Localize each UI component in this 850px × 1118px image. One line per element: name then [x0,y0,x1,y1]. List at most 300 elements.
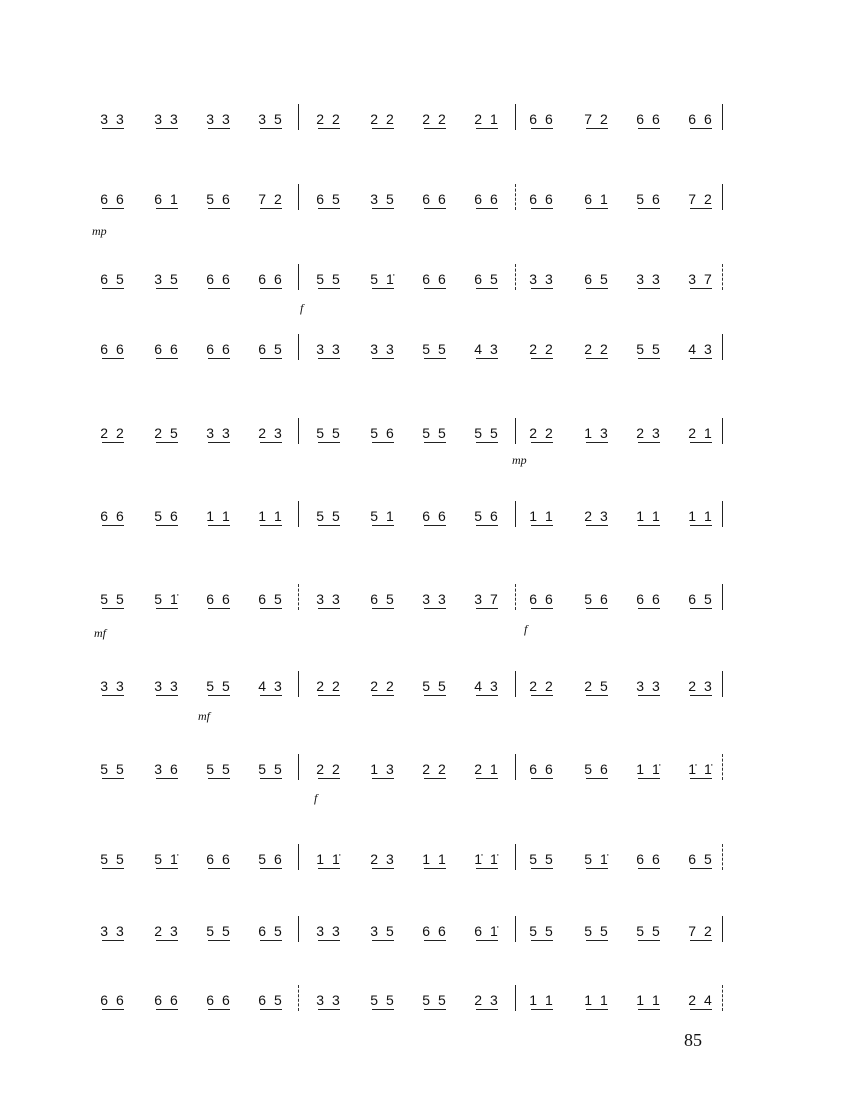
underline [372,525,394,526]
underline [372,868,394,869]
underline [208,288,230,289]
note-text: 5 1̇ [154,851,180,867]
barline [515,501,516,527]
note-group [96,590,130,608]
note-group [684,677,718,695]
underline [638,128,660,129]
note-group [684,270,718,288]
underline [102,288,124,289]
note-group [525,424,559,442]
note-group [580,760,614,778]
note-group [150,677,184,695]
barline [515,184,516,210]
score-row [0,507,850,547]
underline [260,608,282,609]
note-text: 1 3 [584,425,610,441]
note-text: 2 2 [316,678,342,694]
note-text: 2 2 [529,425,555,441]
note-group [366,760,400,778]
note-group [202,991,236,1009]
note-text: 1 1 [688,508,714,524]
underline [424,695,446,696]
underline [638,525,660,526]
note-group [418,340,452,358]
note-text: 2 1 [474,111,500,127]
note-group [202,590,236,608]
underline [586,288,608,289]
note-text: 5 6 [370,425,396,441]
barline [515,264,516,290]
underline [476,525,498,526]
note-group [580,190,614,208]
underline [531,208,553,209]
barline [298,264,299,290]
note-group [525,590,559,608]
note-text: 5 1 [370,508,396,524]
note-group [96,922,130,940]
note-group [312,590,346,608]
barline [722,184,723,210]
note-text: 3 3 [316,923,342,939]
note-group [632,991,666,1009]
note-text: 6 6 [206,591,232,607]
note-group [684,922,718,940]
note-group [202,340,236,358]
note-group [150,590,184,608]
note-text: 6 5 [258,341,284,357]
note-text: 2 5 [584,678,610,694]
note-group [254,590,288,608]
note-group [96,850,130,868]
underline [156,1009,178,1010]
note-text: 3 7 [474,591,500,607]
note-group [150,760,184,778]
underline [318,128,340,129]
score-row [0,991,850,1031]
note-text: 1 1 [529,508,555,524]
note-group [580,270,614,288]
note-text: 5 5 [206,678,232,694]
underline [531,358,553,359]
note-text: 6 6 [636,591,662,607]
note-group [684,850,718,868]
note-group [580,507,614,525]
underline [208,940,230,941]
underline [208,608,230,609]
note-group [366,677,400,695]
note-group [470,760,504,778]
underline [424,442,446,443]
note-group [418,677,452,695]
underline [156,868,178,869]
note-group [254,922,288,940]
underline [586,442,608,443]
underline [102,695,124,696]
note-group [96,424,130,442]
note-text: 5 5 [584,923,610,939]
underline [318,695,340,696]
note-group [254,677,288,695]
underline [372,695,394,696]
note-text: 2 1 [474,761,500,777]
note-text: 5 6 [206,191,232,207]
underline [586,868,608,869]
note-group [202,922,236,940]
note-text: 3 3 [154,111,180,127]
note-text: 3 5 [154,271,180,287]
note-text: 2 2 [529,341,555,357]
barline [722,334,723,360]
note-group [470,110,504,128]
note-text: 7 2 [688,923,714,939]
note-group [366,110,400,128]
note-group [684,424,718,442]
underline [318,525,340,526]
note-group [632,677,666,695]
underline [156,208,178,209]
barline [298,184,299,210]
note-group [150,110,184,128]
note-text: 6 6 [636,851,662,867]
note-text: 3 3 [100,111,126,127]
note-group [418,424,452,442]
note-group [580,991,614,1009]
note-text: 2 2 [584,341,610,357]
note-group [312,850,346,868]
note-group [96,991,130,1009]
underline [260,442,282,443]
note-text: 2 4 [688,992,714,1008]
note-group [254,760,288,778]
note-text: 4 3 [474,341,500,357]
dynamic-marking: mp [512,453,527,467]
note-text: 6 5 [258,591,284,607]
note-text: 2 5 [154,425,180,441]
note-text: 1̇ 1̇ [474,851,500,867]
underline [424,288,446,289]
note-group [632,424,666,442]
note-text: 6 6 [100,508,126,524]
note-group [254,424,288,442]
note-text: 2 2 [422,111,448,127]
underline [476,778,498,779]
underline [531,695,553,696]
underline [690,128,712,129]
note-text: 2 1 [688,425,714,441]
note-text: 7 2 [584,111,610,127]
note-text: 5 5 [636,923,662,939]
underline [156,128,178,129]
underline [531,778,553,779]
barline [515,584,516,610]
note-group [632,270,666,288]
note-group [525,760,559,778]
note-text: 5 5 [316,508,342,524]
underline [690,940,712,941]
underline [638,695,660,696]
note-group [470,424,504,442]
note-text: 5 5 [636,341,662,357]
note-group [312,340,346,358]
underline [260,525,282,526]
note-group [525,850,559,868]
note-text: 3 3 [100,923,126,939]
underline [424,868,446,869]
barline [722,418,723,444]
note-group [470,340,504,358]
note-group [202,110,236,128]
note-text: 3 6 [154,761,180,777]
note-text: 2 2 [316,761,342,777]
note-group [580,677,614,695]
underline [372,1009,394,1010]
note-text: 5 6 [636,191,662,207]
underline [102,940,124,941]
note-text: 5 5 [422,425,448,441]
underline [424,358,446,359]
underline [586,358,608,359]
barline [722,671,723,697]
barline [515,418,516,444]
note-group [684,507,718,525]
note-text: 5 6 [474,508,500,524]
underline [531,525,553,526]
note-text: 2 2 [100,425,126,441]
note-group [96,270,130,288]
note-group [580,590,614,608]
underline [531,868,553,869]
underline [476,208,498,209]
underline [208,695,230,696]
underline [690,695,712,696]
note-group [96,190,130,208]
barline [515,985,516,1011]
underline [690,1009,712,1010]
underline [260,695,282,696]
underline [638,208,660,209]
underline [531,442,553,443]
underline [531,608,553,609]
note-group [632,340,666,358]
note-text: 1 1 [422,851,448,867]
note-group [312,760,346,778]
note-text: 6 6 [422,191,448,207]
barline [515,671,516,697]
note-text: 6 6 [206,992,232,1008]
note-group [632,922,666,940]
underline [318,868,340,869]
underline [638,288,660,289]
note-text: 5 6 [584,761,610,777]
note-group [202,270,236,288]
note-text: 6 6 [529,761,555,777]
underline [208,358,230,359]
underline [260,940,282,941]
underline [638,940,660,941]
underline [372,208,394,209]
underline [156,525,178,526]
note-group [366,190,400,208]
underline [424,778,446,779]
note-group [254,270,288,288]
note-group [312,507,346,525]
underline [586,695,608,696]
note-group [525,507,559,525]
note-text: 6 6 [100,191,126,207]
note-text: 5 5 [422,992,448,1008]
note-text: 6 6 [529,591,555,607]
note-text: 5 5 [206,923,232,939]
underline [208,868,230,869]
note-text: 5 5 [529,851,555,867]
note-text: 6 5 [688,591,714,607]
note-group [150,991,184,1009]
underline [476,1009,498,1010]
note-text: 2 2 [370,678,396,694]
note-text: 5 5 [529,923,555,939]
underline [318,208,340,209]
note-group [418,590,452,608]
note-group [470,590,504,608]
underline [372,358,394,359]
note-text: 6 6 [206,851,232,867]
barline [298,501,299,527]
underline [586,128,608,129]
note-text: 4 3 [258,678,284,694]
note-group [470,850,504,868]
underline [260,288,282,289]
underline [476,695,498,696]
note-group [202,507,236,525]
note-text: 6 5 [584,271,610,287]
underline [476,358,498,359]
note-text: 6 6 [529,191,555,207]
underline [102,868,124,869]
note-group [366,991,400,1009]
note-text: 1 1 [206,508,232,524]
underline [260,358,282,359]
underline [424,208,446,209]
underline [531,288,553,289]
barline [298,754,299,780]
note-group [470,270,504,288]
underline [424,128,446,129]
note-group [366,424,400,442]
note-text: 3 3 [636,271,662,287]
barline [722,104,723,130]
underline [156,288,178,289]
note-text: 6 6 [100,341,126,357]
note-group [312,424,346,442]
underline [318,358,340,359]
note-group [202,760,236,778]
note-text: 4 3 [474,678,500,694]
score-row [0,590,850,630]
note-group [525,922,559,940]
note-group [632,760,666,778]
dynamic-marking: mp [92,224,107,238]
note-group [684,991,718,1009]
dynamic-marking: mf [94,626,106,640]
note-text: 2 3 [154,923,180,939]
barline [515,844,516,870]
underline [690,442,712,443]
note-text: 6 5 [100,271,126,287]
note-group [96,507,130,525]
note-text: 5 6 [584,591,610,607]
underline [690,778,712,779]
underline [586,208,608,209]
underline [260,208,282,209]
note-group [525,110,559,128]
underline [156,358,178,359]
barline [722,584,723,610]
underline [260,868,282,869]
note-group [366,922,400,940]
note-group [366,507,400,525]
note-text: 6 6 [154,992,180,1008]
underline [318,442,340,443]
note-text: 3 3 [316,992,342,1008]
note-text: 6 5 [258,923,284,939]
note-group [202,677,236,695]
note-group [254,850,288,868]
note-text: 5 5 [370,992,396,1008]
note-group [312,190,346,208]
underline [638,778,660,779]
note-group [150,424,184,442]
note-group [684,760,718,778]
barline [298,844,299,870]
note-text: 3 3 [316,341,342,357]
score-row [0,270,850,310]
note-group [150,922,184,940]
note-group [632,850,666,868]
note-group [254,110,288,128]
note-group [254,507,288,525]
underline [638,608,660,609]
underline [424,525,446,526]
note-text: 5 5 [422,341,448,357]
note-text: 3 3 [370,341,396,357]
underline [424,1009,446,1010]
note-group [418,507,452,525]
score-row [0,760,850,800]
underline [156,442,178,443]
underline [476,128,498,129]
underline [690,525,712,526]
note-text: 5 6 [258,851,284,867]
note-group [150,190,184,208]
note-group [580,424,614,442]
barline [722,501,723,527]
note-group [312,270,346,288]
note-group [418,270,452,288]
note-group [525,677,559,695]
note-text: 3 3 [529,271,555,287]
note-text: 5 5 [474,425,500,441]
note-group [684,340,718,358]
note-text: 3 5 [370,191,396,207]
note-group [580,110,614,128]
note-text: 3 3 [206,111,232,127]
note-text: 5 1̇ [370,271,396,287]
underline [372,608,394,609]
note-group [202,850,236,868]
note-group [632,507,666,525]
note-text: 1 1 [258,508,284,524]
dynamic-marking: mf [198,709,210,723]
